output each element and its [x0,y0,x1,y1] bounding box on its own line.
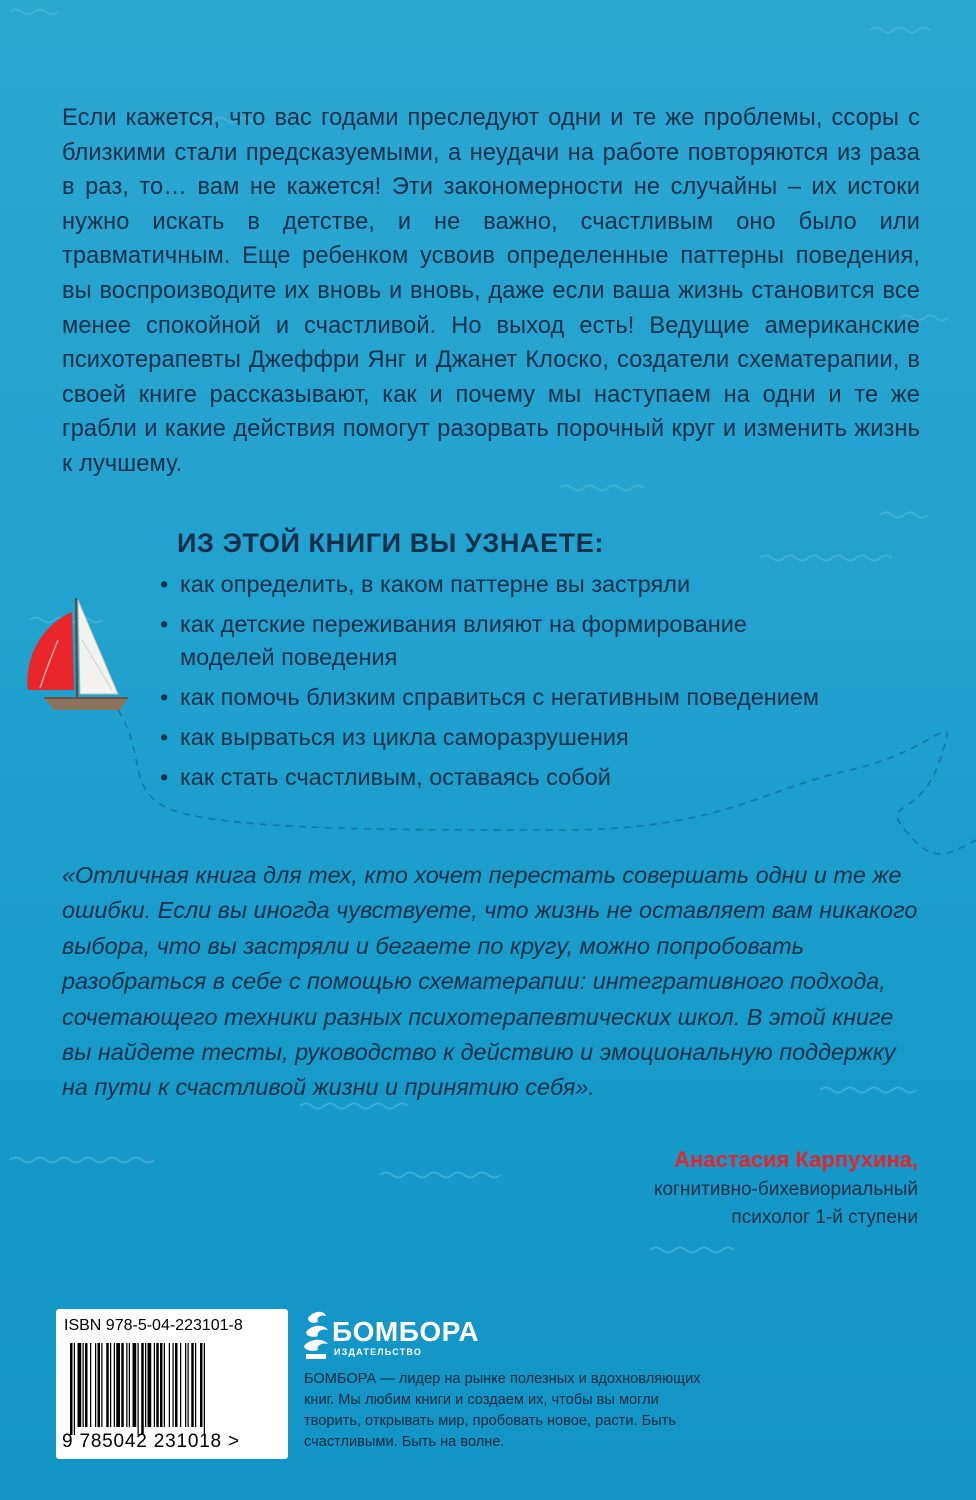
barcode-bar [101,1343,102,1427]
barcode-bar [85,1343,88,1427]
barcode-bar [164,1343,165,1427]
barcode-bar [116,1343,120,1427]
barcode-bar [180,1343,181,1427]
barcode-bar [195,1343,196,1427]
bullet-icon: • [160,724,169,750]
barcode-bar [185,1343,186,1427]
benefits-title: ИЗ ЭТОЙ КНИГИ ВЫ УЗНАЕТЕ: [177,528,605,558]
bullet-icon: • [160,571,169,597]
barcode-bar [160,1343,163,1427]
wave-decoration [10,10,58,15]
quote-author-role: когнитивно-бихевиориальный психолог 1-й ступени [653,1179,918,1228]
barcode-bar [173,1343,174,1427]
barcode-bar [106,1343,109,1427]
publisher-brand: БОМБОРА [332,1316,480,1347]
barcode-bar [154,1343,155,1427]
testimonial-quote: «Отличная книга для тех, кто хочет перестать совершать одни и те же ошибки. Если вы иногда чувствуете, что жизнь не оставляет вам никакого выбора, что вы застряли и бегаете по кругу, можно попробовать разобраться в себе с помощью схематерапии: интегративного подхода, сочетающего техники разных психотерапевтических школ. В этой книге вы найдете тесты, руководство к действию и эмоциональную поддержку на пути к счастливой жизни и принятию себя». [62,862,918,1101]
bombora-logo-icon [304,1308,330,1362]
barcode-bar [148,1343,152,1427]
barcode-bar [175,1343,178,1427]
bullet-icon: • [160,684,169,710]
quote-author-name: Анастасия Карпухина, [674,1147,918,1172]
barcode-bar [191,1343,194,1427]
barcode-bar [145,1343,146,1427]
barcode-bar [121,1343,124,1427]
list-item: • как определить, в каком паттерне вы застряли [160,568,920,601]
wave-decoration [650,1248,734,1253]
barcode-bar [90,1343,91,1427]
publisher-logo [304,1308,504,1362]
barcode-bar [95,1343,96,1427]
barcode-bar [141,1343,144,1435]
barcode-bar [114,1343,115,1427]
benefits-list [160,568,920,794]
list-item: • как стать счастливым, оставаясь собой [160,761,920,794]
barcode-bar [98,1343,101,1427]
barcode-bar [126,1343,127,1427]
barcode-bar [169,1343,170,1427]
publisher-subtitle: ИЗДАТЕЛЬСТВО [334,1347,423,1357]
barcode-digits: 9 785042 231018 > [62,1431,240,1452]
barcode-bar [74,1343,75,1435]
wave-decoration [10,1158,154,1163]
barcode-bar [78,1343,82,1427]
barcode-bar [188,1343,189,1427]
barcode-block [56,1309,288,1459]
bullet-icon: • [160,764,169,790]
wave-decoration [380,1173,500,1178]
barcode-bar [204,1343,205,1435]
barcode-bar [110,1343,111,1427]
list-item: • как помочь близким справиться с негативным поведением [160,681,920,714]
list-item: • как детские переживания влияют на формирование моделей поведения [160,608,920,674]
publisher-description: БОМБОРА — лидер на рынке полезных и вдохновляющих книг. Мы любим книги и создаем их, чтобы вы могли творить, открывать мир, пробовать новое, расти. Быть счастливыми. Быть на волне. [304,1371,701,1450]
barcode-bar [138,1343,139,1435]
intro-paragraph: Если кажется, что вас годами преследуют одни и те же проблемы, ссоры с близкими стали предсказуемыми, а неудачи на работе повторяются из раза в раз, то… вам не кажется! Эти закономерности не случайны – их истоки нужно искать в детстве, и не важно, счастливым оно было или травматичным. Еще ребенком усвоив определенные паттерны поведения, вы воспроизводите их вновь и вновь, даже если ваша жизнь становится все менее спокойной и счастливой. Но выход есть! Ведущие американские психотерапевты Джеффри Янг и Джанет Клоско, создатели схематерапии, в своей книге рассказывают, как и почему мы наступаем на одни и те же грабли и какие действия помогут разорвать порочный круг и изменить жизнь к лучшему. [62,105,920,477]
benefits-section [160,528,920,801]
barcode-bar [129,1343,130,1427]
list-item: • как вырваться из цикла саморазрушения [160,721,920,754]
barcode-bar [70,1343,73,1435]
sailboat-illustration [27,598,128,710]
barcode-bar [133,1343,137,1427]
barcode-bar [200,1343,203,1427]
wave-decoration [870,28,930,33]
wave-decoration [880,513,928,518]
bullet-icon: • [160,611,169,637]
wave-decoration [560,486,644,491]
isbn-label: ISBN 978-5-04-223101-8 [64,1317,243,1334]
barcode-bar [83,1343,84,1427]
barcode-bar [156,1343,159,1427]
